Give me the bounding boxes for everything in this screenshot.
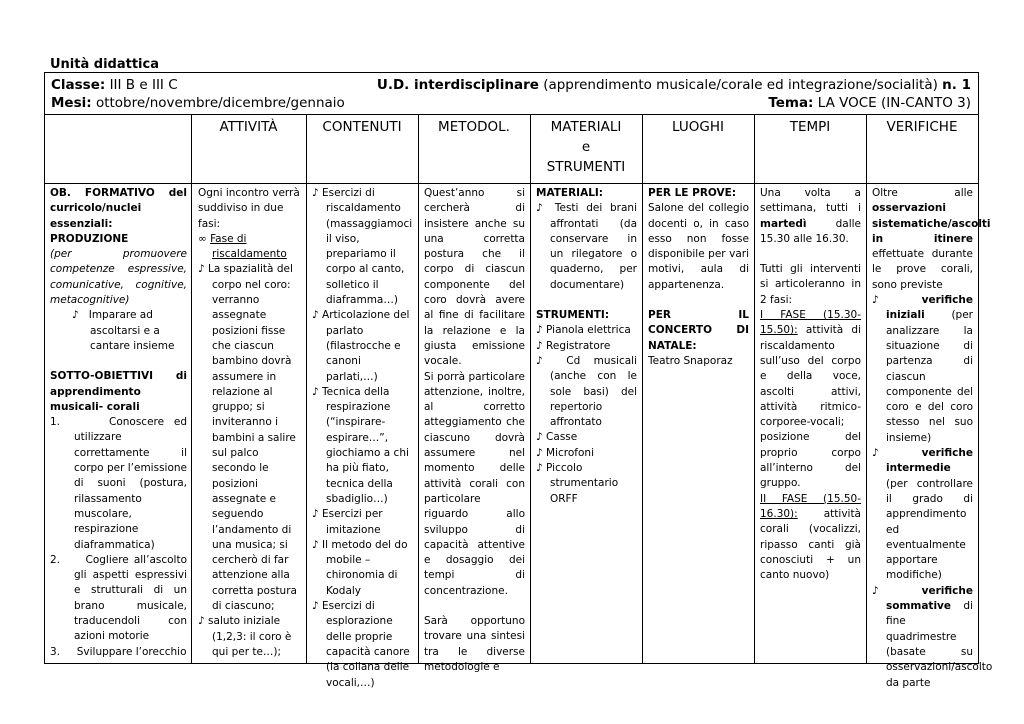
col-header-materiali — [530, 117, 642, 177]
column-divider — [866, 114, 867, 663]
note-bullet-icon: ♪ — [198, 263, 205, 276]
note-bullet-icon: ♪ — [536, 339, 543, 352]
note-bullet-icon: ♪ — [872, 584, 899, 597]
verification-intro: Oltre alle osservazioni sistematiche/ascolti in itinere effettuate durante le prove corali, sono previste — [872, 187, 991, 291]
column-divider — [754, 114, 755, 663]
col-header-materiali-line1: MATERIALI — [550, 119, 622, 135]
col-header-luoghi: LUOGHI — [672, 119, 724, 135]
note-bullet-icon: ♪ — [536, 202, 548, 215]
verifiche-cell — [872, 186, 993, 691]
mesi-label: Mesi: — [51, 95, 92, 111]
attivita-intro: Ogni incontro verrà suddiviso in due fasi: — [198, 187, 300, 230]
col-header-contenuti: CONTENUTI — [322, 119, 402, 135]
ud-number: n. 1 — [942, 77, 971, 93]
tema-value: LA VOCE (IN-CANTO 3) — [813, 95, 971, 111]
list-item: ♪ La spazialità del corpo nel coro: verranno assegnate posizioni fisse che ciascun bambino dovrà assumere in relazione al gruppo; si inviteranno i bambini a salire sul palco secondo le posizioni assegnate e seguendo l’andamento di una musica; si cercherò di far attenzione alla corretta postura di ciascuno; — [198, 263, 297, 613]
note-bullet-icon: ♪ — [312, 538, 319, 551]
materiali-cell — [536, 186, 637, 507]
metodologia-cell — [424, 186, 525, 675]
list-item: ♪ Piccolo strumentario ORFF — [536, 462, 619, 505]
attivita-cell — [198, 186, 301, 660]
note-bullet-icon: ♪ — [312, 309, 319, 322]
list-item: ∞ Fase di riscaldamento — [198, 232, 287, 261]
list-item: ♪ Esercizi di esplorazione delle proprie capacità canore (la collana delle vocali,…) — [312, 600, 410, 689]
col-header-materiali-line2: e — [581, 139, 591, 155]
list-item: ♪ Cd musicali (anche con le sole basi) del repertorio affrontato — [536, 354, 637, 429]
method-paragraph: Quest’anno si cercherà di insistere anche su una corretta postura che il corpo di ciascun componente del coro dovrà avere al fine di facilitare la relazione e la giusta emissione vocale. — [424, 187, 525, 368]
materiali-heading: MATERIALI: — [536, 187, 604, 199]
ud-label: U.D. interdisciplinare — [376, 77, 539, 93]
col-header-tempi: TEMPI — [789, 119, 831, 135]
place-text: Salone del collegio docenti o, in caso esso non fosse disponibile per vari motivi, aula di appartenenza. — [648, 202, 749, 291]
column-header-divider — [45, 183, 978, 184]
note-bullet-icon: ♪ — [536, 446, 543, 459]
list-item: ♪ Testi dei brani affrontati (da conservare in un rilegatore o quaderno, per documentare) — [536, 202, 637, 291]
production-heading: PRODUZIONE — [50, 232, 129, 245]
strumenti-heading: STRUMENTI: — [536, 309, 610, 322]
note-bullet-icon: ♪ — [312, 187, 319, 199]
prove-heading: PER LE PROVE: — [648, 187, 737, 199]
page-title: Unità didattica — [50, 57, 159, 72]
list-item: ♪ Casse — [536, 431, 578, 444]
header-divider — [45, 114, 978, 115]
phase-two: II FASE (15.50-16.30): attività corali (vocalizzi, ripasso canti già conosciuti + un canto nuovo) — [760, 492, 861, 582]
note-bullet-icon: ♪ — [536, 462, 543, 475]
column-divider — [530, 114, 531, 663]
time-schedule: Una volta a settimana, tutti i martedì dalle 15.30 alle 16.30. — [760, 187, 861, 245]
classe-label: Classe: — [51, 77, 106, 93]
note-bullet-icon: ♪ — [536, 354, 553, 367]
note-bullet-icon: ♪ — [312, 508, 319, 521]
note-bullet-icon: ♪ — [536, 431, 543, 444]
time-phases-intro: Tutti gli interventi si articoleranno in 2 fasi: — [760, 263, 861, 306]
concerto-heading: PER IL CONCERTO DI NATALE: — [648, 309, 749, 352]
note-bullet-icon: ♪ — [198, 615, 205, 628]
col-header-verifiche: VERIFICHE — [886, 119, 958, 135]
phase-one: I FASE (15.30-15.50): attività di riscaldamento sull’uso del corpo e della voce, ascolti attivi, attività ritmico-corporee-vocali; posizione del proprio corpo all’interno del gruppo. — [760, 309, 861, 490]
col-header-metodol: METODOL. — [438, 119, 510, 135]
list-item: ♪ verifiche iniziali (per analizzare la situazione di partenza di ciascun componente del coro e del coro stesso nel suo insieme) — [872, 294, 973, 444]
note-bullet-icon: ♪ — [312, 600, 319, 613]
list-item: ♪ verifiche intermedie (per controllare il grado di apprendimento ed eventualmente apportare modifiche) — [872, 447, 973, 582]
list-item: ♪ Articolazione del parlato (filastrocche e canoni parlati,…) — [312, 309, 410, 383]
lesson-plan-table — [44, 72, 993, 689]
tema-label: Tema: — [768, 95, 814, 111]
list-item: ♪ saluto iniziale (1,2,3: il coro è qui per te…); — [198, 615, 292, 658]
method-paragraph: Sarà opportuno trovare una sintesi tra le diverse metodologie e — [424, 615, 525, 673]
note-bullet-icon: ♪ — [312, 385, 319, 398]
place-text: Teatro Snaporaz — [648, 354, 733, 367]
column-divider — [418, 114, 419, 663]
list-item: ♪ Pianola elettrica — [536, 324, 631, 337]
infinity-bullet-icon: ∞ — [198, 232, 207, 245]
column-divider — [306, 114, 307, 663]
list-item: ♪ Esercizi di riscaldamento (massaggiamoci il viso, prepariamo il corpo al canto, solletico il diaframma…) — [312, 187, 413, 307]
production-note: (per promuovere competenze espressive, comunicative, cognitive, metacognitive) — [50, 248, 187, 307]
sub-objectives-heading: SOTTO-OBIETTIVI di apprendimento musicali- corali — [50, 370, 187, 413]
ud-value: (apprendimento musicale/corale ed integrazione/socialità) — [538, 77, 943, 93]
note-bullet-icon: ♪ — [72, 309, 79, 322]
note-bullet-icon: ♪ — [872, 294, 899, 307]
list-item: ♪ verifiche sommative di fine quadrimestre (basate su osservazioni/ascolto da parte — [872, 584, 993, 689]
mesi-value: ottobre/novembre/dicembre/gennaio — [91, 95, 345, 111]
tempi-cell — [760, 186, 861, 583]
list-item: 1. Conoscere ed utilizzare correttamente il corpo per l’emissione di suoni (postura, rilassamento muscolare, respirazione diaframmatica) — [50, 416, 187, 551]
list-item: ♪ Esercizi per imitazione — [312, 508, 383, 536]
list-item: 3. Sviluppare l’orecchio — [50, 645, 187, 658]
list-item: ♪ Microfoni — [536, 446, 594, 459]
list-item: ♪ Imparare ad ascoltarsi e a cantare insieme — [72, 309, 175, 352]
col-header-attivita: ATTIVITÀ — [219, 119, 278, 135]
column-divider — [191, 114, 192, 663]
objectives-cell — [50, 186, 187, 660]
list-item: ♪ Registratore — [536, 339, 611, 352]
formative-objective: OB. FORMATIVO del curricolo/nuclei essenziali: — [50, 187, 187, 230]
list-item: 2. Cogliere all’ascolto gli aspetti espressivi e strutturali di un brano musicale, traducendoli con azioni motorie — [50, 553, 187, 643]
column-divider — [642, 114, 643, 663]
classe-value: III B e III C — [105, 77, 178, 93]
col-header-materiali-line3: STRUMENTI — [546, 159, 626, 175]
note-bullet-icon: ♪ — [536, 324, 543, 337]
list-item: ♪ Tecnica della respirazione (“inspirare-espirare…”, giochiamo a chi ha più fiato, tecnica della sbadiglio…) — [312, 385, 409, 505]
list-item: ♪ Il metodo del do mobile – chironomia di Kodaly — [312, 538, 408, 597]
method-paragraph: Si porrà particolare attenzione, inoltre, al corretto atteggiamento che ciascuno dovrà assumere nel momento delle attività corali con particolare riguardo allo sviluppo di capacità attentive e dosaggio dei tempi di concentrazione. — [424, 370, 525, 597]
luoghi-cell — [648, 186, 749, 369]
note-bullet-icon: ♪ — [872, 447, 899, 460]
contenuti-cell — [312, 186, 414, 691]
